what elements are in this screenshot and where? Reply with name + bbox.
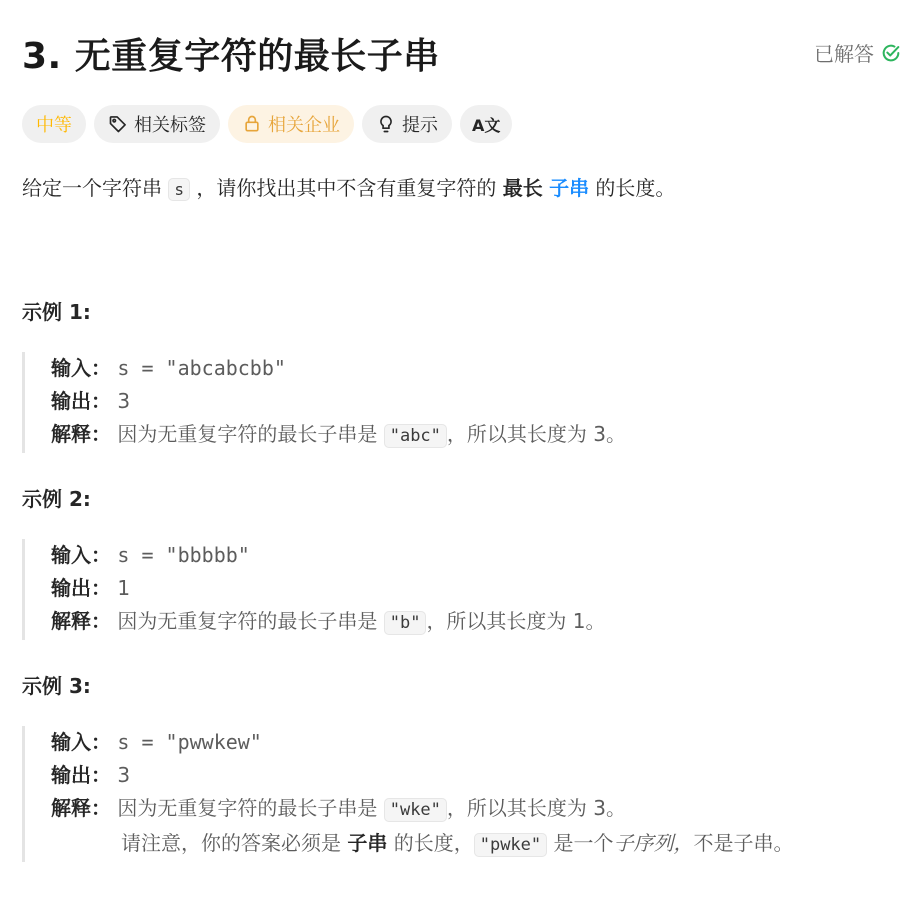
example-1-explain-pre: 因为无重复字符的最长子串是	[117, 422, 384, 446]
desc-text-1: 给定一个字符串	[22, 176, 169, 200]
desc-text-2: ，请你找出其中不含有重复字符的	[190, 176, 503, 200]
note-mid: 的长度，	[387, 831, 474, 855]
example-2-explain-code: "b"	[384, 611, 427, 635]
topics-label: 相关标签	[134, 115, 206, 136]
example-3-explain-pre: 因为无重复字符的最长子串是	[117, 796, 384, 820]
example-3-title: 示例 3:	[22, 674, 91, 698]
input-label: 输入：	[51, 543, 111, 567]
input-label: 输入：	[51, 356, 111, 380]
example-3-explain-post: ，所以其长度为 3。	[446, 796, 626, 820]
example-1-input-row	[51, 352, 882, 385]
explain-label: 解释：	[51, 609, 111, 633]
note-post: 不是子串。	[693, 831, 794, 855]
desc-text-3: 的长度。	[589, 176, 676, 200]
example-3-explain-code: "wke"	[384, 798, 447, 822]
example-2-explain-post: ，所以其长度为 1。	[426, 609, 606, 633]
example-2-title: 示例 2:	[22, 487, 91, 511]
example-1-explain-code: "abc"	[384, 424, 447, 448]
example-2-explain-pre: 因为无重复字符的最长子串是	[117, 609, 384, 633]
example-1-input: s = "abcabcbb"	[117, 356, 286, 380]
topics-tag-button[interactable]	[94, 105, 220, 143]
example-1-explain-row	[51, 418, 882, 453]
difficulty-tag[interactable]	[22, 105, 86, 143]
note-code: "pwke"	[474, 833, 547, 857]
example-3-block	[22, 726, 882, 862]
tag-icon	[108, 114, 128, 134]
desc-bold-longest: 最长	[502, 176, 543, 200]
note-em: 子序列，	[613, 831, 694, 855]
solved-status	[814, 38, 902, 67]
output-label: 输出：	[51, 763, 111, 787]
input-label: 输入：	[51, 730, 111, 754]
output-label: 输出：	[51, 389, 111, 413]
example-3-explain-row	[51, 792, 882, 827]
example-2-input-row	[51, 539, 882, 572]
example-3-input: s = "pwwkew"	[117, 730, 262, 754]
lightbulb-icon	[376, 114, 396, 134]
hint-label: 提示	[402, 115, 438, 136]
example-3-input-row	[51, 726, 882, 759]
substring-link[interactable]: 子串	[549, 176, 590, 200]
explain-label: 解释：	[51, 796, 111, 820]
lock-icon	[242, 114, 262, 134]
note-bold-substring: 子串	[347, 831, 388, 855]
companies-tag-button[interactable]	[228, 105, 354, 143]
example-2-explain-row	[51, 605, 882, 640]
note-mid2: 是一个	[547, 831, 614, 855]
problem-title: 3. 无重复字符的最长子串	[22, 36, 440, 77]
translate-icon: A文	[472, 115, 501, 135]
problem-description	[22, 172, 675, 206]
translate-button[interactable]	[460, 105, 512, 143]
example-1-block	[22, 352, 882, 453]
example-3-output-row	[51, 759, 882, 792]
note-pre: 请注意，你的答案必须是	[121, 831, 348, 855]
example-3-note	[51, 827, 882, 862]
example-3-output: 3	[117, 763, 131, 787]
example-2-input: s = "bbbbb"	[117, 543, 250, 567]
hint-button[interactable]	[362, 105, 452, 143]
example-1-output-row	[51, 385, 882, 418]
desc-code-s: s	[168, 178, 190, 201]
example-1-explain-post: ，所以其长度为 3。	[446, 422, 626, 446]
example-2-block	[22, 539, 882, 640]
explain-label: 解释：	[51, 422, 111, 446]
example-2-output-row	[51, 572, 882, 605]
check-circle-icon	[880, 42, 902, 64]
solved-label: 已解答	[814, 42, 874, 66]
example-1-output: 3	[117, 389, 131, 413]
companies-label: 相关企业	[268, 115, 340, 136]
tag-bar	[22, 105, 512, 143]
example-2-output: 1	[117, 576, 131, 600]
output-label: 输出：	[51, 576, 111, 600]
problem-header	[22, 28, 902, 78]
example-1-title: 示例 1:	[22, 300, 91, 324]
difficulty-label: 中等	[36, 115, 72, 136]
